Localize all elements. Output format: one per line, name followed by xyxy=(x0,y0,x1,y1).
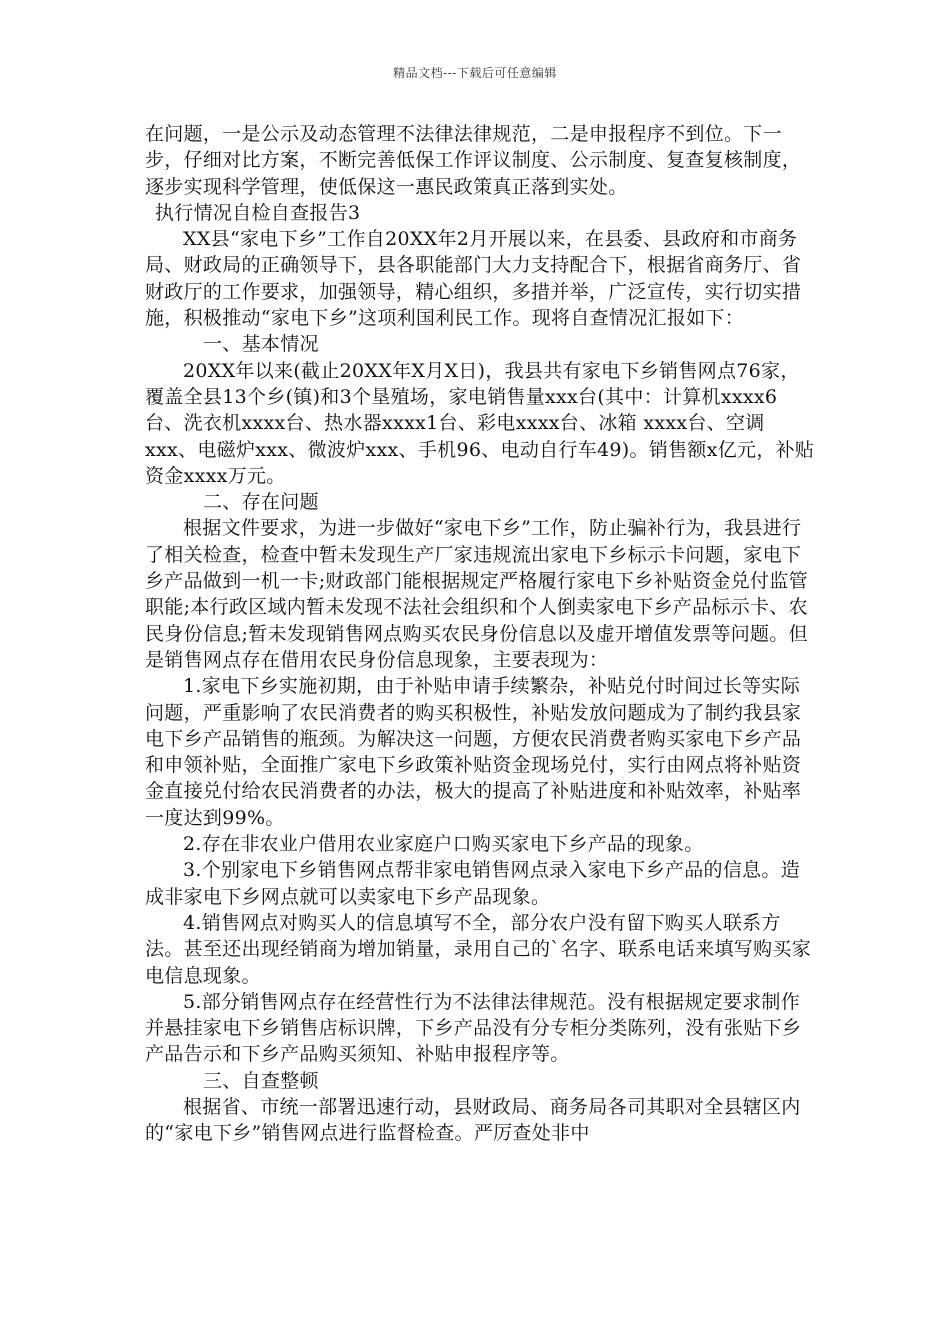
list-item-2: 2.存在非农业户借用农业家庭户口购买家电下乡产品的现象。 xyxy=(183,833,704,856)
list-item-5: 5.部分销售网点存在经营性行为不法律法律规范。没有根据规定要求制作并悬挂家电下乡销售店标识牌，下乡产品没有分专柜分类陈列，没有张贴下乡产品告示和下乡产品购买须知、补贴申报程序等。 xyxy=(145,990,802,1066)
paragraph-intro: XX县“家电下乡”工作自20XX年2月开展以来，在县委、县政府和市商务局、财政局的正确领导下，县各职能部门大力支持配合下，根据省商务厅、省财政厅的工作要求，加强领导，精心组织，多措并举，广泛宣传，实行切实措施，积极推动“家电下乡”这项利国利民工作。现将自查情况汇报如下： xyxy=(145,228,802,330)
paragraph-rectification: 根据省、市统一部署迅速行动，县财政局、商务局各司其职对全县辖区内的“家电下乡”销售网点进行监督检查。严厉查处非中 xyxy=(145,1095,801,1145)
page-header: 精品文档---下载后可任意编辑 xyxy=(393,66,557,80)
document-body xyxy=(145,121,815,1147)
paragraph-basic: 20XX年以来(截止20XX年X月X日)，我县共有家电下乡销售网点76家，覆盖全县13个乡(镇)和3个垦殖场，家电销售量xxx台(其中：计算机xxxx6台、洗衣机xxxx台、热水器xxxx1台、彩电xxxx台、冰箱 xxxx台、空调xxx、电磁炉xxx、微波炉xxx、手机96、电动自行车49)。销售额x亿元，补贴资金xxxx万元。 xyxy=(145,359,815,487)
section-heading-rectification: 三、自查整顿 xyxy=(203,1069,319,1092)
list-item-1: 1.家电下乡实施初期，由于补贴申请手续繁杂，补贴兑付时间过长等实际问题，严重影响了农民消费者的购买积极性，补贴发放问题成为了制约我县家电下乡产品销售的瓶颈。为解决这一问题，方便农民消费者购买家电下乡产品和申领补贴，全面推广家电下乡政策补贴资金现场兑付，实行由网点将补贴资金直接兑付给农民消费者的办法，极大的提高了补贴进度和补贴效率，补贴率一度达到99%。 xyxy=(145,675,802,829)
section-heading-problems: 二、存在问题 xyxy=(203,491,319,514)
list-item-3: 3.个别家电下乡销售网点帮非家电销售网点录入家电下乡产品的信息。造成非家电下乡网点就可以卖家电下乡产品现象。 xyxy=(145,859,801,908)
paragraph-problems: 根据文件要求，为进一步做好“家电下乡”工作，防止骗补行为，我县进行了相关检查，检查中暂未发现生产厂家违规流出家电下乡标示卡问题，家电下乡产品做到一机一卡;财政部门能根据规定严格履行家电下乡补贴资金兑付监管职能;本行政区域内暂未发现不法社会组织和个人倒卖家电下乡产品标示卡、农民身份信息;暂未发现销售网点购买农民身份信息以及虚开增值发票等问题。但是销售网点存在借用农民身份信息现象，主要表现为： xyxy=(145,517,808,671)
paragraph-continuation: 在问题，一是公示及动态管理不法律法律规范，二是申报程序不到位。下一步，仔细对比方案，不断完善低保工作评议制度、公示制度、复查复核制度，逐步实现科学管理，使低保这一惠民政策真正落到实处。 xyxy=(145,123,802,198)
section-heading-basic: 一、基本情况 xyxy=(203,333,319,356)
list-item-4: 4.销售网点对购买人的信息填写不全，部分农户没有留下购买人联系方法。甚至还出现经销商为增加销量，录用自己的`名字、联系电话来填写购买家电信息现象。 xyxy=(145,911,812,987)
report-title: 执行情况自检自查报告3 xyxy=(155,201,361,224)
